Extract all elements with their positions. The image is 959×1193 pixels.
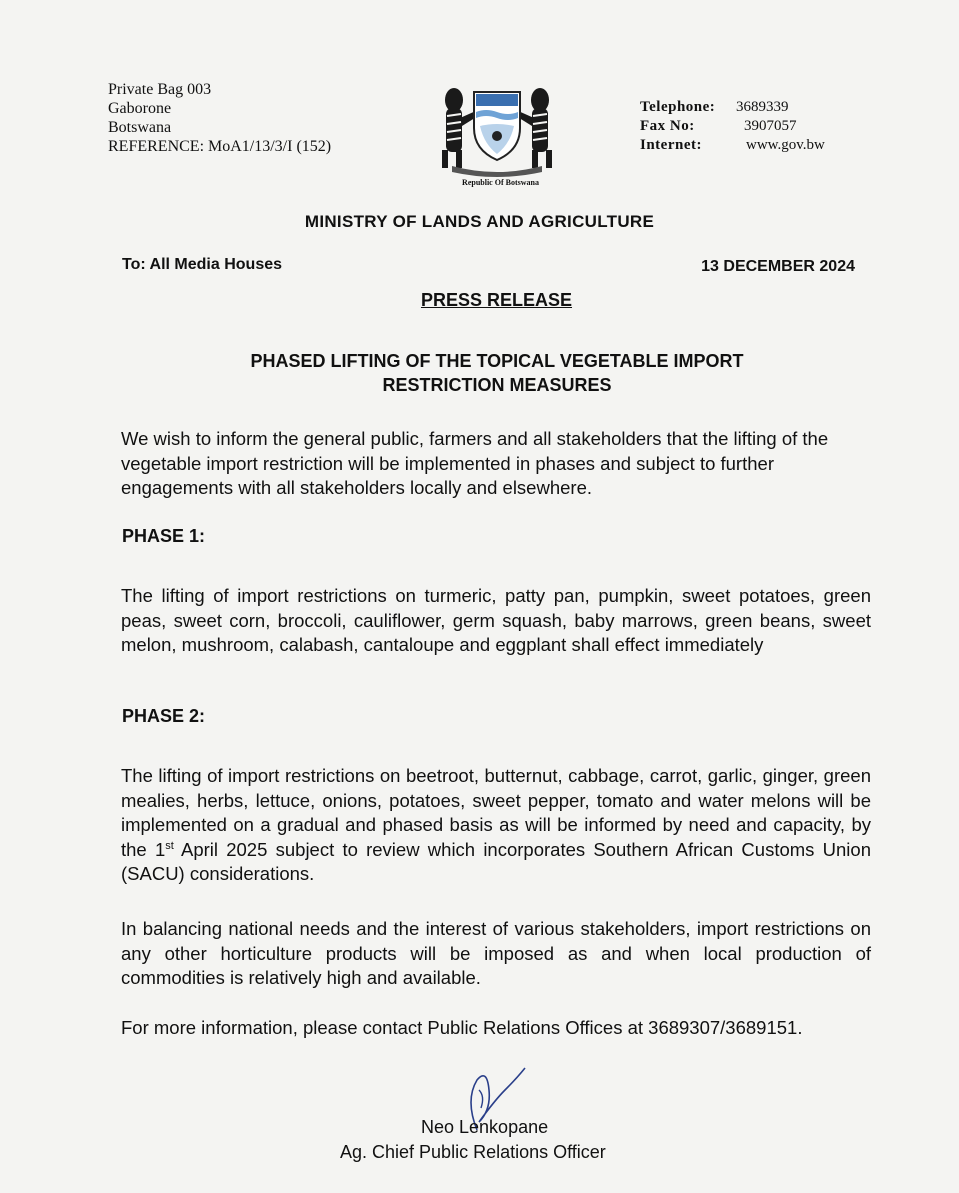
title-line: RESTRICTION MEASURES <box>382 375 612 395</box>
contact-details <box>640 98 825 155</box>
contact-row <box>640 98 825 117</box>
ordinal-suffix: st <box>165 839 174 852</box>
coat-of-arms-caption: Republic Of Botswana <box>462 178 539 187</box>
contact-row <box>640 136 825 155</box>
contact-paragraph: For more information, please contact Public Relations Offices at 3689307/3689151. <box>121 1017 803 1038</box>
address-line: Private Bag 003 <box>108 81 212 98</box>
phase2-heading: PHASE 2: <box>122 706 206 726</box>
phase2-text: April 2025 subject to review which incorporates Southern African Customs Union (SACU) considerations. <box>121 838 871 884</box>
intro-paragraph: We wish to inform the general public, farmers and all stakeholders that the lifting of the vegetable import restriction will be implemented in phases and subject to further engagements with all stakeholders locally and elsewhere. <box>121 428 829 498</box>
release-date: 13 DECEMBER 2024 <box>701 258 855 275</box>
document-type: PRESS RELEASE <box>420 290 573 310</box>
title-line: PHASED LIFTING OF THE TOPICAL VEGETABLE IMPORT <box>250 351 744 371</box>
coat-of-arms-icon <box>432 70 562 180</box>
signatory-name: Neo Lenkopane <box>421 1117 549 1137</box>
contact-label: Telephone: <box>640 99 716 115</box>
contact-label: Fax No: <box>640 118 695 134</box>
balancing-paragraph: In balancing national needs and the interest of various stakeholders, import restrictions on any other horticulture products will be imposed as and when local production of commodities is relatively high and available. <box>121 918 871 988</box>
contact-value: 3907057 <box>744 118 797 134</box>
phase1-body: The lifting of import restrictions on turmeric, patty pan, pumpkin, sweet potatoes, green peas, sweet corn, broccoli, cauliflower, germ squash, baby marrows, green beans, sweet melon, mushroom, calabash, cantaloupe and eggplant shall effect immediately <box>121 585 871 655</box>
signatory-title: Ag. Chief Public Relations Officer <box>340 1142 606 1162</box>
contact-value: 3689339 <box>736 99 789 115</box>
release-title <box>140 349 854 397</box>
contact-value: www.gov.bw <box>746 137 825 153</box>
address-line: Botswana <box>108 119 172 136</box>
sender-address <box>108 80 331 156</box>
ministry-name: MINISTRY OF LANDS AND AGRICULTURE <box>304 212 655 231</box>
contact-row <box>640 117 825 136</box>
phase2-body <box>121 764 871 887</box>
phase1-heading: PHASE 1: <box>122 526 206 546</box>
reference-number: REFERENCE: MoA1/13/3/I (152) <box>108 138 332 155</box>
recipient: To: All Media Houses <box>122 256 283 273</box>
address-line: Gaborone <box>108 100 172 117</box>
contact-label: Internet: <box>640 137 702 153</box>
phase2-text: The lifting of import restrictions on beetroot, butternut, cabbage, carrot, garlic, ginger, green mealies, herbs, lettuce, onions, potatoes, sweet pepper, tomato and water melons will be implemented on a gradual and phased basis as will be informed by need and capacity, by the 1 <box>121 765 871 860</box>
